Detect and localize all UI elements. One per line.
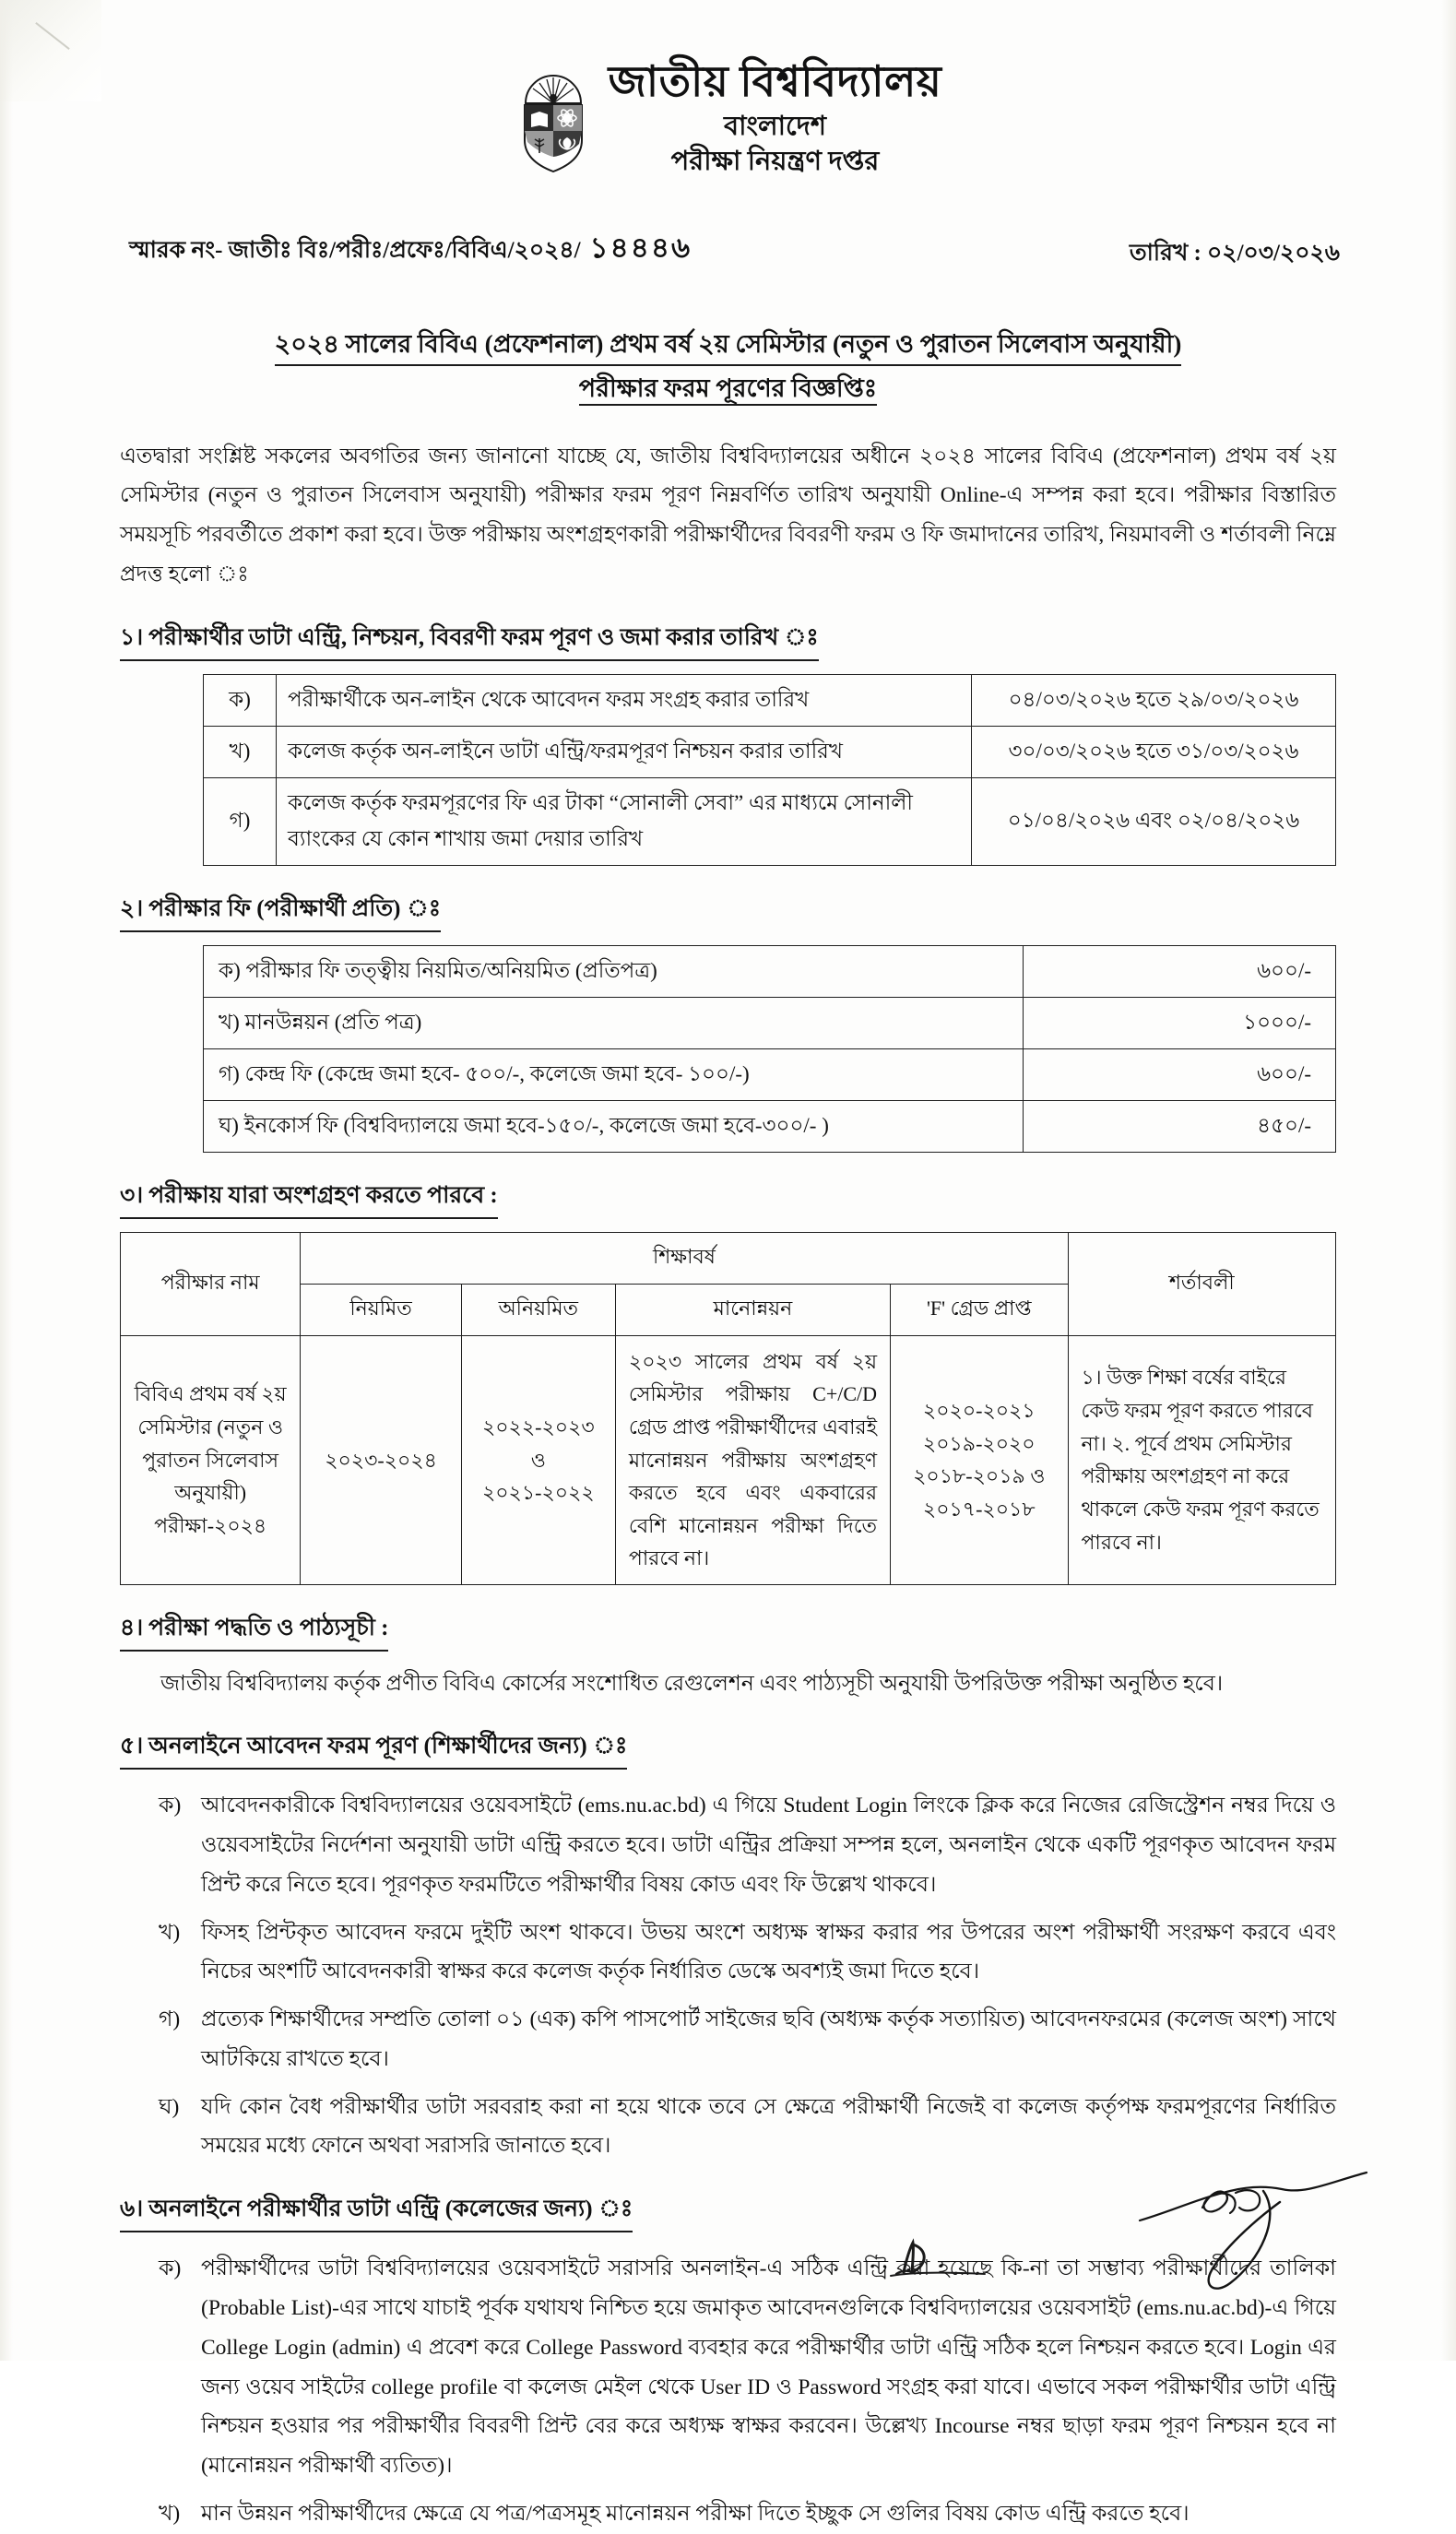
- fee-item: ঘ) ইনকোর্স ফি (বিশ্ববিদ্যালয়ে জমা হবে-১৫০/-, কলেজে জমা হবে-৩০০/- ): [204, 1100, 1024, 1152]
- university-name: জাতীয় বিশ্ববিদ্যালয়: [608, 58, 942, 105]
- list-item: [159, 2494, 1336, 2534]
- section-1-heading: [120, 619, 819, 661]
- section-1-title: পরীক্ষার্থীর ডাটা এন্ট্রি, নিশ্চয়ন, বিবরণী ফরম পূরণ ও জমা করার তারিখ ঃ: [148, 624, 819, 650]
- row-date-range: ০৪/০৩/২০২৬ হতে ২৯/০৩/২০২৬: [972, 674, 1336, 726]
- cell-regular: ২০২৩-২০২৪: [301, 1335, 461, 1584]
- list-item-text: প্রত্যেক শিক্ষার্থীদের সম্প্রতি তোলা ০১ (এক) কপি পাসপোর্ট সাইজের ছবি (অধ্যক্ষ কর্তৃক সত্যায়িত) আবেদনফরমের (কলেজ অংশ) সাথে আটকিয়ে রাখতে হবে।: [201, 2007, 1336, 2071]
- table-row: [204, 945, 1336, 997]
- section-1: [120, 619, 1336, 866]
- section-2-title: পরীক্ষার ফি (পরীক্ষার্থী প্রতি) ঃ: [148, 895, 442, 921]
- list-item-marker: খ): [159, 2501, 181, 2526]
- cell-irregular: ২০২২-২০২৩ ও ২০২১-২০২২: [461, 1335, 615, 1584]
- row-marker: ক): [204, 674, 277, 726]
- list-item: [159, 1913, 1336, 1993]
- fee-amount: ৬০০/-: [1024, 1048, 1336, 1100]
- section-3-number: ৩।: [120, 1182, 144, 1208]
- section-5-heading: [120, 1727, 627, 1770]
- document-header: [0, 0, 1456, 178]
- list-item-marker: গ): [159, 2007, 181, 2032]
- table-row: [204, 777, 1336, 865]
- section-2-number: ২।: [120, 895, 144, 921]
- table-row: [204, 997, 1336, 1048]
- col-regular: নিয়মিত: [301, 1284, 461, 1335]
- memo-number-label: স্মারক নং- জাতীঃ বিঃ/পরীঃ/প্রফেঃ/বিবিএ/২০২৪/: [129, 237, 581, 263]
- list-item-marker: খ): [159, 1920, 181, 1945]
- list-item: [159, 1786, 1336, 1904]
- fee-item: খ) মানউন্নয়ন (প্রতি পত্র): [204, 997, 1024, 1048]
- cell-improvement: ২০২৩ সালের প্রথম বর্ষ ২য় সেমিস্টার পরীক্ষায় C+/C/D গ্রেড প্রাপ্ত পরীক্ষার্থীদের এবারই মানোন্নয়ন পরীক্ষায় অংশগ্রহণ করতে হবে এবং একবারের বেশি মানোন্নয়ন পরীক্ষা দিতে পারবে না।: [615, 1335, 890, 1584]
- list-item-marker: ক): [159, 1794, 182, 1818]
- fee-amount: ১০০০/-: [1024, 997, 1336, 1048]
- office-name: পরীক্ষা নিয়ন্ত্রণ দপ্তর: [670, 146, 880, 176]
- list-item-text: মান উন্নয়ন পরীক্ষার্থীদের ক্ষেত্রে যে পত্র/পত্রসমূহ মানোন্নয়ন পরীক্ষা দিতে ইচ্ছুক সে গুলির বিষয় কোড এন্ট্রি করতে হবে।: [201, 2501, 1190, 2526]
- handwritten-signature-icon-left: [876, 2215, 1014, 2298]
- notice-intro-paragraph: এতদ্বারা সংশ্লিষ্ট সকলের অবগতির জন্য জানানো যাচ্ছে যে, জাতীয় বিশ্ববিদ্যালয়ের অধীনে ২০২৪ সালের বিবিএ (প্রফেশনাল) প্রথম বর্ষ ২য় সেমিস্টার (নতুন ও পুরাতন সিলেবাস অনুযায়ী) পরীক্ষার ফরম পূরণ নিম্নবর্ণিত তারিখ অনুযায়ী Online-এ সম্পন্ন করা হবে। পরীক্ষার বিস্তারিত সময়সূচি পরবর্তীতে প্রকাশ করা হবে। উক্ত পরীক্ষায় অংশগ্রহণকারী পরীক্ষার্থীদের বিবরণী ফরম ও ফি জমাদানের তারিখ, নিয়মাবলী ও শর্তাবলী নিম্নে প্রদত্ত হলো ঃ: [120, 444, 1336, 586]
- col-fgrade: 'F' গ্রেড প্রাপ্ত: [891, 1284, 1068, 1335]
- table-row: [121, 1335, 1336, 1584]
- section-4-number: ৪।: [120, 1616, 144, 1641]
- fee-item: ক) পরীক্ষার ফি তত্ত্বীয় নিয়মিত/অনিয়মিত (প্রতিপত্র): [204, 945, 1024, 997]
- cell-fgrade: ২০২০-২০২১ ২০১৯-২০২০ ২০১৮-২০১৯ ও ২০১৭-২০১৮: [891, 1335, 1068, 1584]
- row-date-range: ০১/০৪/২০২৬ এবং ০২/০৪/২০২৬: [972, 777, 1336, 865]
- cell-exam-name: বিবিএ প্রথম বর্ষ ২য় সেমিস্টার (নতুন ও পুরাতন সিলেবাস অনুযায়ী) পরীক্ষা-২০২৪: [121, 1335, 301, 1584]
- row-description: কলেজ কর্তৃক ফরমপূরণের ফি এর টাকা “সোনালী সেবা” এর মাধ্যমে সোনালী ব্যাংকের যে কোন শাখায় জমা দেয়ার তারিখ: [277, 777, 972, 865]
- table-row: [204, 1100, 1336, 1152]
- section-3: [120, 1177, 1336, 1585]
- memo-number: [129, 226, 692, 274]
- section-5-list: [159, 1786, 1336, 2166]
- row-marker: খ): [204, 726, 277, 777]
- section-5-number: ৫।: [120, 1734, 144, 1759]
- section-6-title: অনলাইনে পরীক্ষার্থীর ডাটা এন্ট্রি (কলেজের জন্য) ঃ: [148, 2197, 633, 2222]
- col-conditions: শর্তাবলী: [1068, 1232, 1336, 1335]
- table-row: [204, 674, 1336, 726]
- date-schedule-table: [203, 674, 1336, 866]
- fee-item: গ) কেন্দ্র ফি (কেন্দ্রে জমা হবে- ৫০০/-, কলেজে জমা হবে- ১০০/-): [204, 1048, 1024, 1100]
- section-4-body: জাতীয় বিশ্ববিদ্যালয় কর্তৃক প্রণীত বিবিএ কোর্সের সংশোধিত রেগুলেশন এবং পাঠ্যসূচী অনুযায়ী উপরিউক্ত পরীক্ষা অনুষ্ঠিত হবে।: [160, 1672, 1224, 1697]
- section-3-heading: [120, 1177, 498, 1219]
- signature-zone: [0, 2150, 1456, 2335]
- list-item-text: ফিসহ প্রিন্টকৃত আবেদন ফরমে দুইটি অংশ থাকবে। উভয় অংশে অধ্যক্ষ স্বাক্ষর করার পর উপরের অংশ পরীক্ষার্থী সংরক্ষণ করবে এবং নিচের অংশটি আবেদনকারী স্বাক্ষর করে কলেজ কর্তৃক নির্ধারিত ডেস্কে অবশ্যই জমা দিতে হবে।: [201, 1920, 1336, 1984]
- scan-edge-left: [0, 0, 13, 2361]
- section-2: [120, 890, 1336, 1153]
- section-1-number: ১।: [120, 624, 144, 650]
- notice-title-line1: ২০২৪ সালের বিবিএ (প্রফেশনাল) প্রথম বর্ষ ২য় সেমিস্টার (নতুন ও পুরাতন সিলেবাস অনুযায়ী): [275, 326, 1182, 367]
- exam-fee-table: [203, 945, 1336, 1153]
- list-item-text: পরীক্ষার্থীদের ডাটা বিশ্ববিদ্যালয়ের ওয়েবসাইটে সরাসরি অনলাইন-এ সঠিক এন্ট্রি করা হয়েছে কি-না তা সম্ভাব্য পরীক্ষার্থীদের তালিকা (Probable List)-এর সাথে যাচাই পূর্বক যথাযথ নিশ্চিত হয়ে জমাকৃত আবেদনগুলিকে বিশ্ববিদ্যালয়ের ওয়েবসাইট (ems.nu.ac.bd)-এ গিয়ে College Login (admin) এ প্রবেশ করে College Password ব্যবহার করে পরীক্ষার্থীর ডাটা এন্ট্রি সঠিক হলে নিশ্চয়ন করতে হবে। Login এর জন্য ওয়েব সাইটের college profile বা কলেজ মেইল থেকে User ID ও Password সংগ্রহ করা যাবে। এভাবে সকল পরীক্ষার্থীর ডাটা এন্ট্রি নিশ্চয়ন হওয়ার পর পরীক্ষার্থীর বিবরণী প্রিন্ট বের করে অধ্যক্ষ স্বাক্ষর করবেন। উল্লেখ্য Incourse নম্বর ছাড়া ফরম পূরণ নিশ্চয়ন হবে না (মানোন্নয়ন পরীক্ষার্থী ব্যতিত)।: [201, 2256, 1336, 2479]
- fee-amount: ৬০০/-: [1024, 945, 1336, 997]
- scan-edge-right: [1441, 0, 1456, 2361]
- section-5-title: অনলাইনে আবেদন ফরম পূরণ (শিক্ষার্থীদের জন্য) ঃ: [148, 1734, 628, 1759]
- col-session-group: শিক্ষাবর্ষ: [301, 1232, 1068, 1284]
- notice-title: [101, 326, 1355, 408]
- table-row: [204, 726, 1336, 777]
- table-header-row: [121, 1232, 1336, 1284]
- section-4-title: পরীক্ষা পদ্ধতি ও পাঠ্যসূচী :: [148, 1616, 389, 1641]
- list-item-marker: ক): [159, 2256, 182, 2281]
- country-name: বাংলাদেশ: [723, 112, 827, 142]
- handwritten-signature-icon-right: [1134, 2171, 1374, 2309]
- row-date-range: ৩০/০৩/২০২৬ হতে ৩১/০৩/২০২৬: [972, 726, 1336, 777]
- section-2-heading: [120, 890, 441, 932]
- row-description: কলেজ কর্তৃক অন-লাইনে ডাটা এন্ট্রি/ফরমপূরণ নিশ্চয়ন করার তারিখ: [277, 726, 972, 777]
- row-marker: গ): [204, 777, 277, 865]
- section-6-number: ৬।: [120, 2197, 144, 2222]
- memo-serial: ১৪৪৪৬: [589, 231, 692, 264]
- row-description: পরীক্ষার্থীকে অন-লাইন থেকে আবেদন ফরম সংগ্রহ করার তারিখ: [277, 674, 972, 726]
- col-irregular: অনিয়মিত: [461, 1284, 615, 1335]
- fee-amount: ৪৫০/-: [1024, 1100, 1336, 1152]
- university-crest-icon: [515, 70, 592, 173]
- list-item: [159, 2000, 1336, 2079]
- notice-title-line2: পরীক্ষার ফরম পূরণের বিজ্ঞপ্তিঃ: [579, 374, 877, 406]
- memo-row: [129, 226, 1340, 274]
- list-item-text: আবেদনকারীকে বিশ্ববিদ্যালয়ের ওয়েবসাইটে (ems.nu.ac.bd) এ গিয়ে Student Login লিংকে ক্লিক করে নিজের রেজিস্ট্রেশন নম্বর দিয়ে ও ওয়েবসাইটের নির্দেশনা অনুযায়ী ডাটা এন্ট্রি করতে হবে। ডাটা এন্ট্রির প্রক্রিয়া সম্পন্ন হলে, অনলাইন থেকে একটি পূরণকৃত আবেদন ফরম প্রিন্ট করে নিতে হবে। পূরণকৃত ফরমটিতে পরীক্ষার্থীর বিষয় কোড এবং ফি উল্লেখ থাকবে।: [201, 1794, 1336, 1897]
- eligibility-table: [120, 1232, 1336, 1585]
- memo-date: তারিখ : ০২/০৩/২০২৬: [1129, 240, 1340, 266]
- col-exam-name: পরীক্ষার নাম: [121, 1232, 301, 1335]
- section-4-heading: [120, 1609, 388, 1652]
- list-item-marker: ঘ): [159, 2094, 180, 2119]
- col-improvement: মানোন্নয়ন: [615, 1284, 890, 1335]
- section-3-title: পরীক্ষায় যারা অংশগ্রহণ করতে পারবে :: [148, 1182, 498, 1208]
- table-row: [204, 1048, 1336, 1100]
- list-item-text: যদি কোন বৈধ পরীক্ষার্থীর ডাটা সরবরাহ করা না হয়ে থাকে তবে সে ক্ষেত্রে পরীক্ষার্থী নিজেই বা কলেজ কর্তৃপক্ষ ফরমপূরণের নির্ধারিত সময়ের মধ্যে ফোনে অথবা সরাসরি জানাতে হবে।: [201, 2094, 1336, 2159]
- cell-conditions: ১। উক্ত শিক্ষা বর্ষের বাইরে কেউ ফরম পূরণ করতে পারবে না। ২. পূর্বে প্রথম সেমিস্টার পরীক্ষায় অংশগ্রহণ না করে থাকলে কেউ ফরম পূরণ করতে পারবে না।: [1068, 1335, 1336, 1584]
- section-5: [120, 1727, 1336, 2166]
- section-4: [120, 1609, 1336, 1703]
